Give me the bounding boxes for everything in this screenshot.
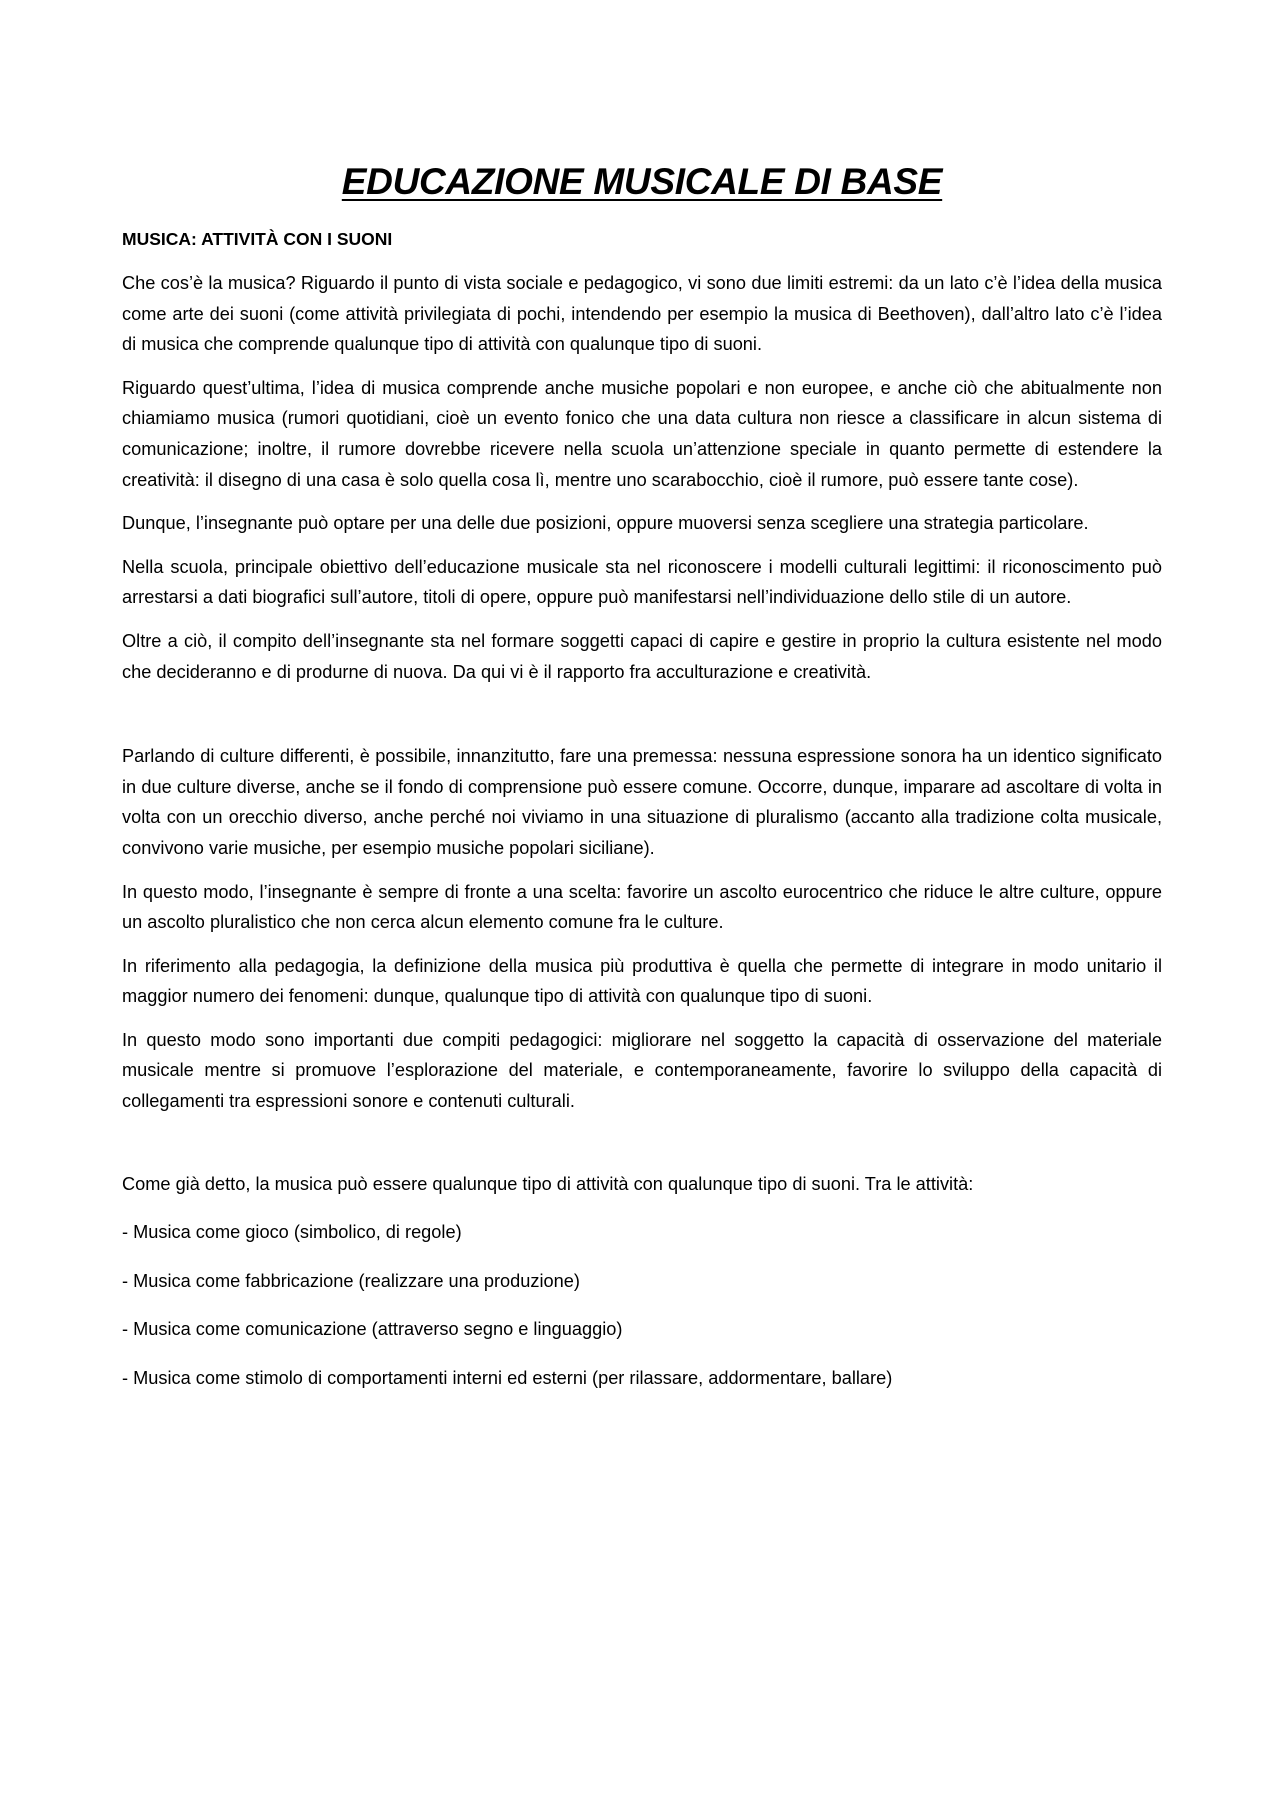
paragraph-activities-intro: Come già detto, la musica può essere qualunque tipo di attività con qualunque tipo di suoni. Tra le attività: [122, 1173, 974, 1194]
paragraph-pedagogical-tasks: In questo modo sono importanti due compiti pedagogici: migliorare nel soggetto la capacità di osservazione del materiale musicale mentre si promuove l’esplorazione del materiale, e contemporaneamente, favorire lo sviluppo della capacità di collegamenti tra espressioni sonore e contenuti culturali. [122, 1029, 1162, 1112]
paragraph-music-includes: Riguardo quest’ultima, l’idea di musica comprende anche musiche popolari e non europee, e anche ciò che abitualmente non chiamiamo musica (rumori quotidiani, cioè un evento fonico che una data cultura non riesce a classificare in alcun sistema di comunicazione; inoltre, il rumore dovrebbe ricevere nella scuola un’attenzione speciale in quanto permette di estendere la creatività: il disegno di una casa è solo quella cosa lì, mentre uno scarabocchio, cioè il rumore, può essere tante cose). [122, 377, 1162, 490]
paragraph-school-objective: Nella scuola, principale obiettivo dell’educazione musicale sta nel riconoscere i modelli culturali legittimi: il riconoscimento può arrestarsi a dati biografici sull’autore, titoli di opere, oppure può manifestarsi nell’individuazione dello stile di un autore. [122, 556, 1162, 608]
list-item: - Musica come comunicazione (attraverso segno e linguaggio) [122, 1319, 623, 1340]
paragraph-pedagogy-definition: In riferimento alla pedagogia, la definizione della musica più produttiva è quella che permette di integrare in modo unitario il maggior numero dei fenomeni: dunque, qualunque tipo di attività con qualunque tipo di suoni. [122, 955, 1162, 1007]
paragraph-different-cultures: Parlando di culture differenti, è possibile, innanzitutto, fare una premessa: nessuna espressione sonora ha un identico significato in due culture diverse, anche se il fondo di comprensione può essere comune. Occorre, dunque, imparare ad ascoltare di volta in volta con un orecchio diverso, anche perché noi viviamo in una situazione di pluralismo (accanto alla tradizione colta musicale, convivono varie musiche, per esempio musiche popolari siciliane). [122, 746, 1162, 858]
list-item: - Musica come gioco (simbolico, di regole) [122, 1222, 462, 1243]
activities-list [122, 1217, 1162, 1393]
list-item: - Musica come fabbricazione (realizzare una produzione) [122, 1270, 580, 1291]
paragraph-teacher-options: Dunque, l’insegnante può optare per una delle due posizioni, oppure muoversi senza scegliere una strategia particolare. [122, 513, 1089, 534]
document-title: EDUCAZIONE MUSICALE DI BASE [341, 161, 943, 202]
paragraph-what-is-music: Che cos’è la musica? Riguardo il punto di vista sociale e pedagogico, vi sono due limiti estremi: da un lato c’è l’idea della musica come arte dei suoni (come attività privilegiata di pochi, intendendo per esempio la musica di Beethoven), dall’altro lato c’è l’idea di musica che comprende qualunque tipo di attività con qualunque tipo di suoni. [122, 273, 1162, 355]
section-heading: MUSICA: ATTIVITÀ CON I SUONI [122, 229, 393, 249]
paragraph-teacher-choice: In questo modo, l’insegnante è sempre di fronte a una scelta: favorire un ascolto eurocentrico che riduce le altre culture, oppure un ascolto pluralistico che non cerca alcun elemento comune fra le culture. [122, 881, 1162, 933]
list-item: - Musica come stimolo di comportamenti interni ed esterni (per rilassare, addormentare, ballare) [122, 1368, 893, 1389]
document-page [122, 0, 1162, 1394]
paragraph-teacher-task: Oltre a ciò, il compito dell’insegnante sta nel formare soggetti capaci di capire e gestire in proprio la cultura esistente nel modo che decideranno e di produrne di nuova. Da qui vi è il rapporto fra acculturazione e creatività. [122, 630, 1162, 682]
